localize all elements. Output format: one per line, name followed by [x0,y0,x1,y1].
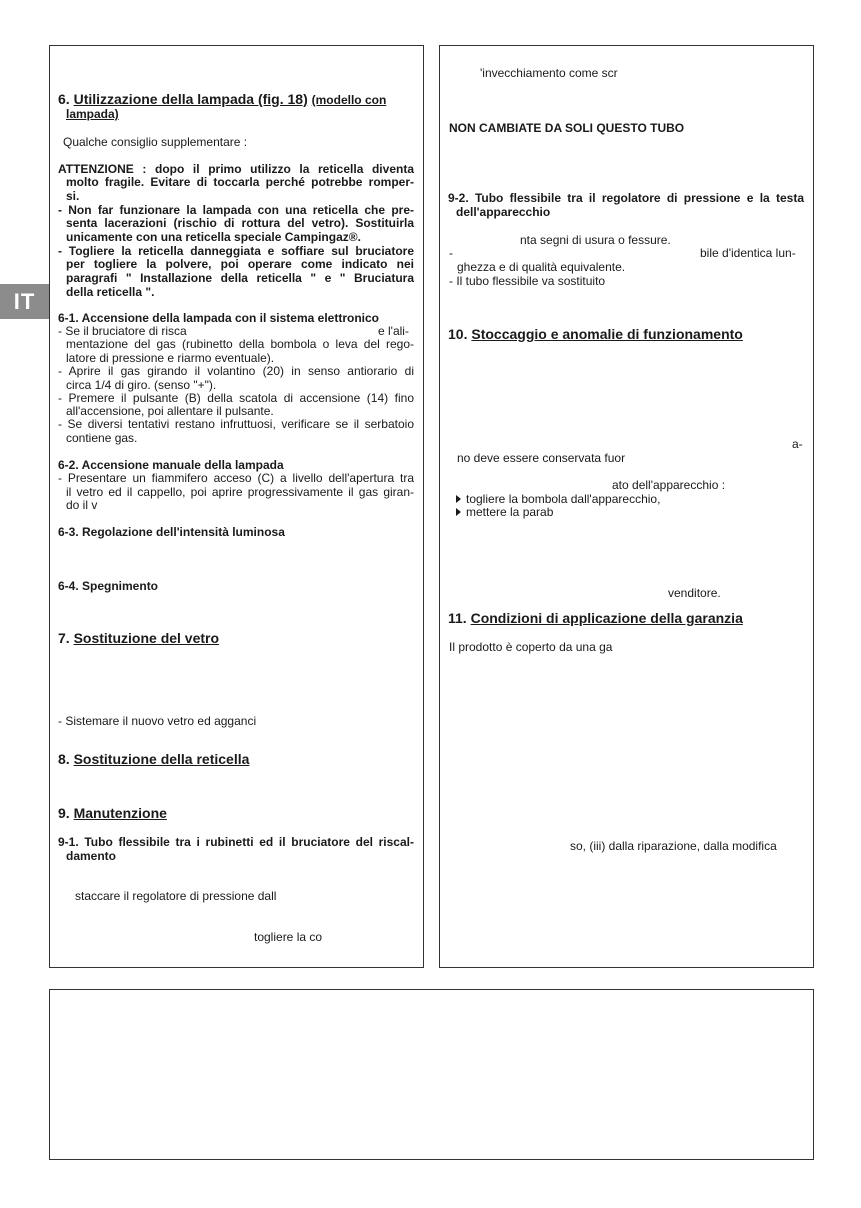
body-line: - Se il bruciatore di risca [58,324,187,338]
section-9-1-heading: damento [66,849,117,863]
bottom-box [49,989,814,1160]
section-6-heading: 6. Utilizzazione della lampada (fig. 18) (modello con [58,91,387,107]
body-line: - Presentare un fiammifero acceso (C) a livello dell'apertura tra [58,471,414,485]
body-line: - Aprire il gas girando il volantino (20) in senso antiorario di [58,364,414,378]
body-line: so, (iii) dalla riparazione, dalla modifica [570,839,777,853]
body-line: 'invecchiamento come scr [480,66,618,80]
body-line: bile d'identica lun- [700,246,796,260]
section-9-2-heading: dell'apparecchio [456,205,551,219]
attention-line: ATTENZIONE : dopo il primo utilizzo la reticella diventa [58,162,414,176]
list-item: mettere la parab [456,506,553,520]
body-line: nta segni di usura o fessure. [520,233,671,247]
section-7-heading: 7. Sostituzione del vetro [58,630,220,646]
body-line: latore di pressione e riarmo eventuale). [66,351,275,365]
triangle-bullet-icon [456,508,461,516]
consiglio-text: Qualche consiglio supplementare : [63,135,248,149]
body-line: - Premere il pulsante (B) della scatola di accensione (14) fino [58,391,414,405]
body-line: a- [792,437,803,451]
warning-line: per togliere la polvere, poi operare come indicato nei [66,257,414,271]
section-6-subheading: lampada) [66,107,119,121]
language-tab: IT [0,284,49,319]
warning-line: - Togliere la reticella danneggiata e soffiare sul bruciatore [58,244,414,258]
body-line: - Il tubo flessibile va sostituito [449,274,606,288]
body-line: - Sistemare il nuovo vetro ed agganci [58,714,257,728]
body-line: Il prodotto è coperto da una ga [449,640,613,654]
warning-line: senta lacerazioni (rischio di rottura del vetro). Sostituirla [66,216,414,230]
section-8-heading: 8. Sostituzione della reticella [58,751,250,767]
body-line: - Se diversi tentativi restano infruttuosi, verificare se il serbatoio [58,417,414,431]
list-item: togliere la bombola dall'apparecchio, [456,493,660,507]
section-10-heading: 10. Stoccaggio e anomalie di funzionamento [448,326,743,342]
body-line: do il v [66,498,98,512]
body-line: mentazione del gas (rubinetto della bombola o leva del rego- [66,337,414,351]
body-line: e l'ali- [378,324,409,338]
attention-line: si. [66,189,80,203]
section-11-heading: 11. Condizioni di applicazione della garanzia [448,610,743,626]
section-9-heading: 9. Manutenzione [58,805,167,821]
body-line: all'accensione, poi allentare il pulsante. [66,404,274,418]
section-6-2-heading: 6-2. Accensione manuale della lampada [58,458,284,472]
body-line: staccare il regolatore di pressione dall [75,889,277,903]
body-line: venditore. [668,586,721,600]
body-line: togliere la co [254,930,323,944]
section-6-3-heading: 6-3. Regolazione dell'intensità luminosa [58,525,285,539]
section-6-1-heading: 6-1. Accensione della lampada con il sistema elettronico [58,311,379,325]
warning-line: della reticella ". [66,285,155,299]
body-line: ato dell'apparecchio : [612,478,726,492]
section-9-1-heading: 9-1. Tubo flessibile tra i rubinetti ed il bruciatore del riscal- [58,835,414,849]
body-line: no deve essere conservata fuor [457,451,626,465]
section-6-4-heading: 6-4. Spegnimento [58,579,159,593]
body-line: - [449,246,453,260]
warning-line: - Non far funzionare la lampada con una reticella che pre- [58,203,414,217]
body-line: contiene gas. [66,431,138,445]
warning-line: NON CAMBIATE DA SOLI QUESTO TUBO [449,121,685,135]
warning-line: unicamente con una reticella speciale Campingaz®. [66,230,361,244]
body-line: il vetro ed il cappello, poi aprire progressivamente il gas giran- [66,485,414,499]
body-line: circa 1/4 di giro. (senso "+"). [66,378,217,392]
attention-line: molto fragile. Evitare di toccarla perché potrebbe romper- [66,175,414,189]
section-9-2-heading: 9-2. Tubo flessibile tra il regolatore di pressione e la testa [448,191,804,205]
triangle-bullet-icon [456,495,461,503]
body-line: ghezza e di qualità equivalente. [457,260,626,274]
warning-line: paragrafi " Installazione della reticella " e " Bruciatura [66,271,414,285]
